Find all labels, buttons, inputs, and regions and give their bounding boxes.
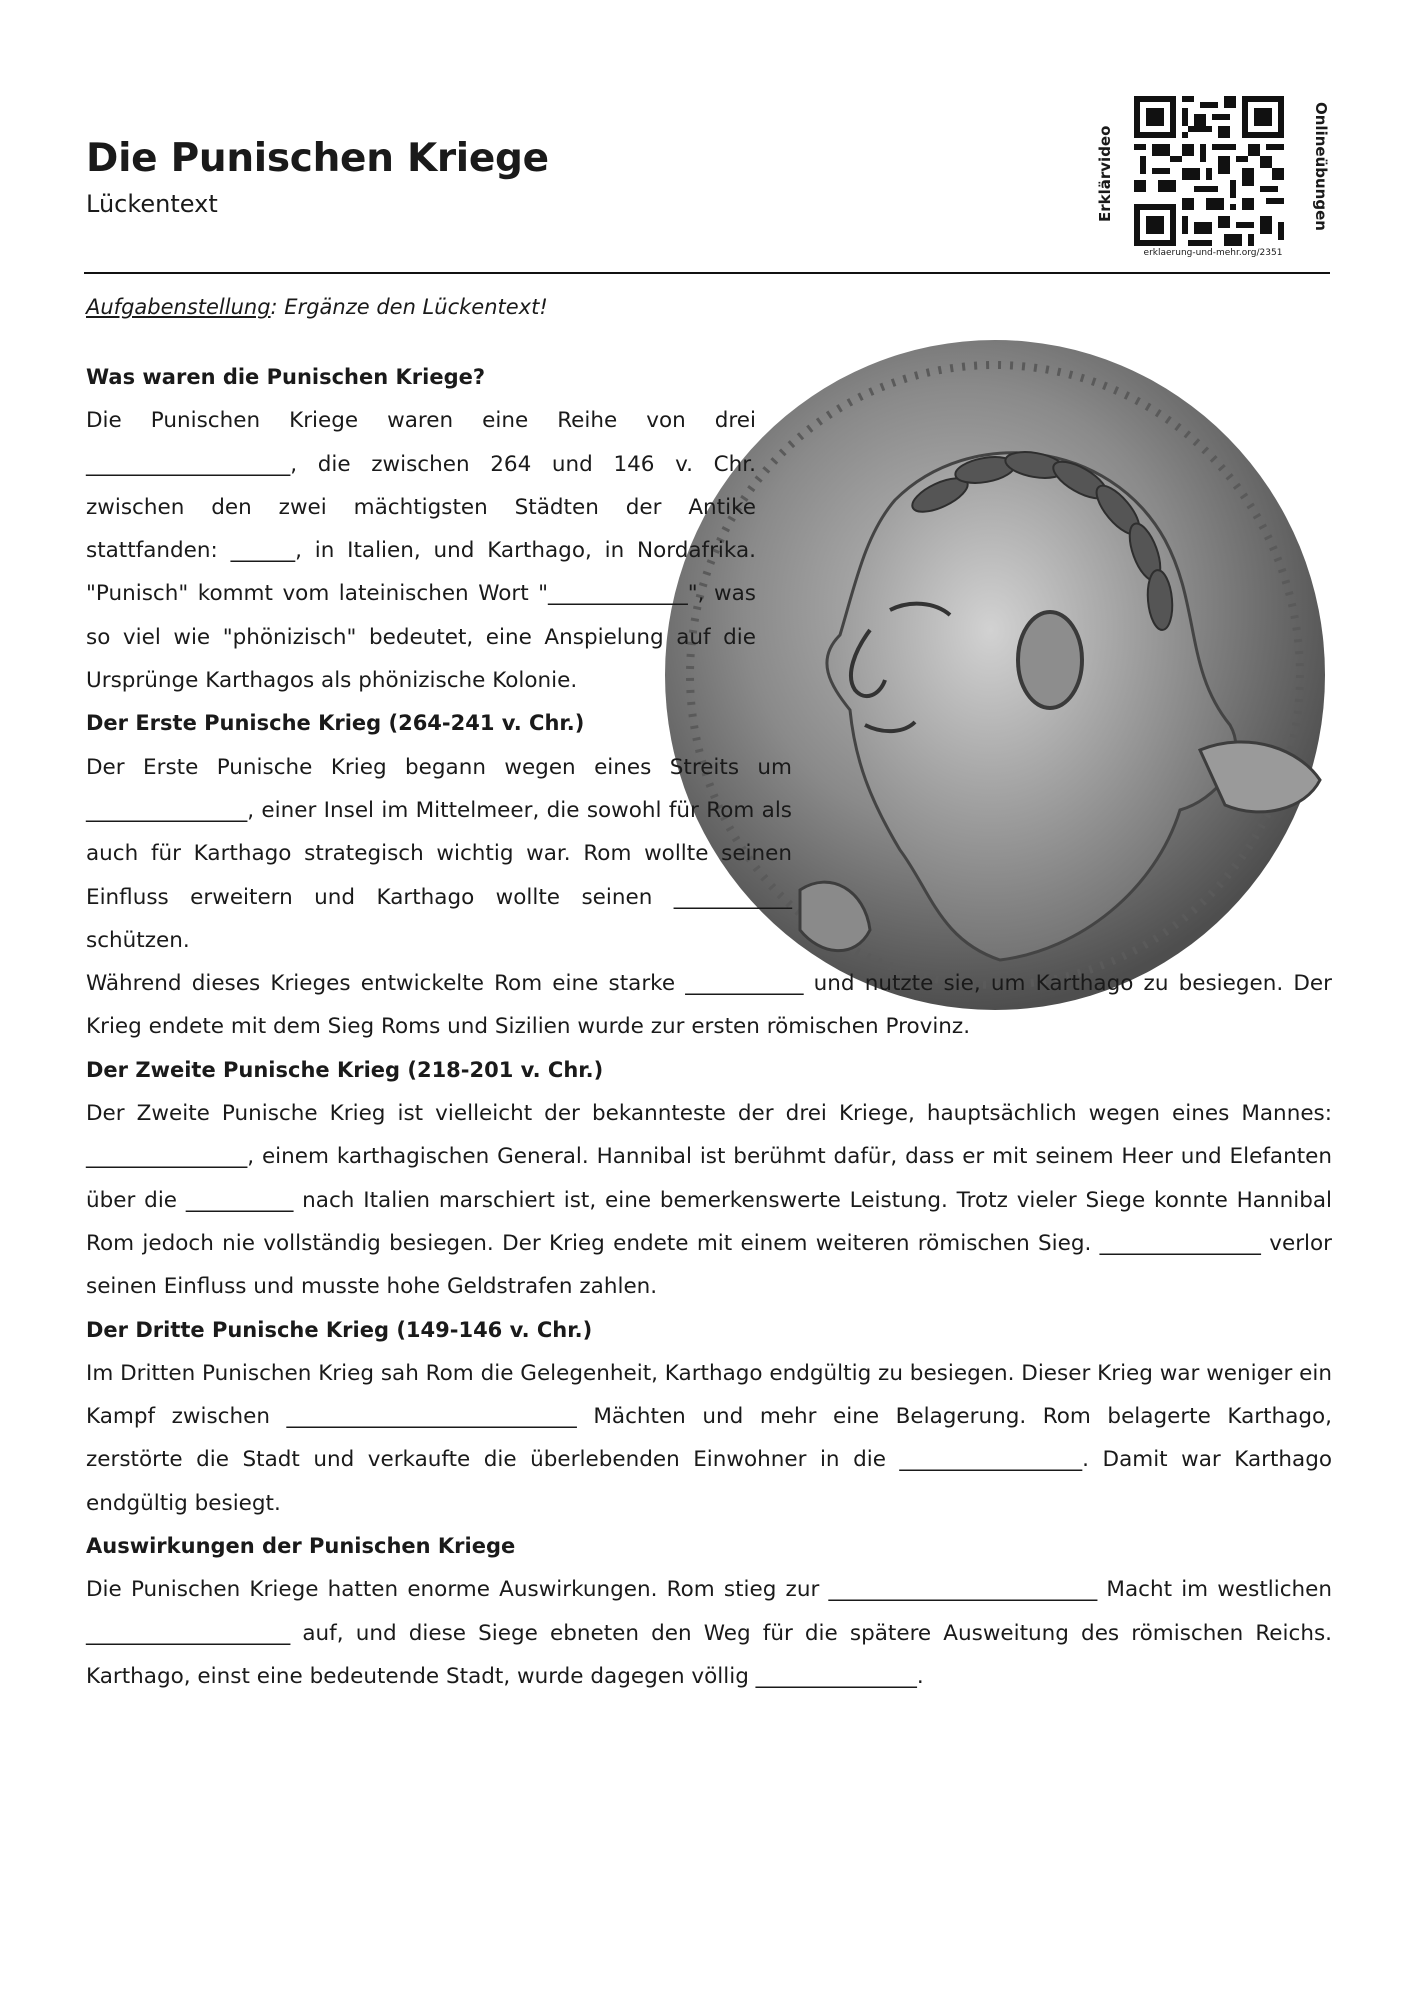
section-paragraph: Die Punischen Kriege hatten enorme Auswirkungen. Rom stieg zur _________________________ Macht im westlichen ___________________ auf, und diese Siege ebneten den Weg für die spätere Ausweitung des römischen Reichs. Karthago, einst eine bedeutende Stadt, wurde dagegen völlig _______________. — [86, 1577, 1332, 1689]
qr-block[interactable] — [1098, 92, 1338, 262]
section-paragraph: Im Dritten Punischen Krieg sah Rom die Gelegenheit, Karthago endgültig zu besiegen. Dieser Krieg war weniger ein Kampf zwischen ___________________________ Mächten und mehr eine Belagerung. Rom belagerte Karthago, zerstörte die Stadt und verkaufte die überlebenden Einwohner in die _________________. Damit war Karthago endgültig besiegt. — [86, 1360, 1332, 1516]
task-text: : Ergänze den Lückentext! — [270, 295, 548, 319]
qr-label-video: Erklärvideo — [1096, 125, 1114, 222]
page-subtitle: Lückentext — [86, 190, 218, 218]
section-heading: Der Erste Punische Krieg (264-241 v. Chr.) — [86, 711, 585, 736]
qr-code-icon[interactable] — [1134, 96, 1284, 246]
section-paragraph: Während dieses Krieges entwickelte Rom eine starke ___________ und nutzte sie, um Karthago zu besiegen. Der Krieg endete mit dem Sieg Roms und Sizilien wurde zur ersten römischen Provinz. — [86, 971, 1332, 1040]
header-divider — [84, 272, 1330, 274]
task-label: Aufgabenstellung — [86, 295, 271, 319]
page-title: Die Punischen Kriege — [86, 136, 549, 181]
section-paragraph: Der Erste Punische Krieg begann wegen eines Streits um _______________, einer Insel im Mittelmeer, die sowohl für Rom als auch für Karthago strategisch wichtig war. Rom wollte seinen Einfluss erweitern und Karthago wollte seinen ___________ schützen. — [86, 754, 792, 953]
section-paragraph: Die Punischen Kriege waren eine Reihe von drei ___________________, die zwischen 264 und 146 v. Chr. zwischen den zwei mächtigsten Städten der Antike stattfanden: ______, in Italien, und Karthago, in Nordafrika. "Punisch" kommt vom lateinischen Wort "_____________", was so viel wie "phönizisch" bedeutet, eine Anspielung auf die Ursprünge Karthagos als phönizische Kolonie. — [86, 408, 756, 694]
section-heading: Was waren die Punischen Kriege? — [86, 365, 486, 389]
task-instruction — [86, 295, 548, 319]
section-paragraph: Der Zweite Punische Krieg ist vielleicht der bekannteste der drei Kriege, hauptsächlich wegen eines Mannes: _______________, einem karthagischen General. Hannibal ist berühmt dafür, dass er mit seinem Heer und Elefanten über die __________ nach Italien marschiert ist, eine bemerkenswerte Leistung. Trotz vieler Siege konnte Hannibal Rom jedoch nie vollständig besiegen. Der Krieg endete mit einem weiteren römischen Sieg. _______________ verlor seinen Einfluss und musste hohe Geldstrafen zahlen. — [86, 1101, 1332, 1300]
cloze-text — [86, 356, 1332, 1698]
qr-label-exercises: Onlineübungen — [1312, 102, 1330, 231]
section-heading: Der Dritte Punische Krieg (149-146 v. Chr.) — [86, 1317, 593, 1342]
qr-url[interactable]: erklaerung-und-mehr.org/2351 — [1143, 248, 1283, 258]
section-heading: Auswirkungen der Punischen Kriege — [86, 1534, 516, 1559]
section-heading: Der Zweite Punische Krieg (218-201 v. Chr.) — [86, 1057, 604, 1082]
